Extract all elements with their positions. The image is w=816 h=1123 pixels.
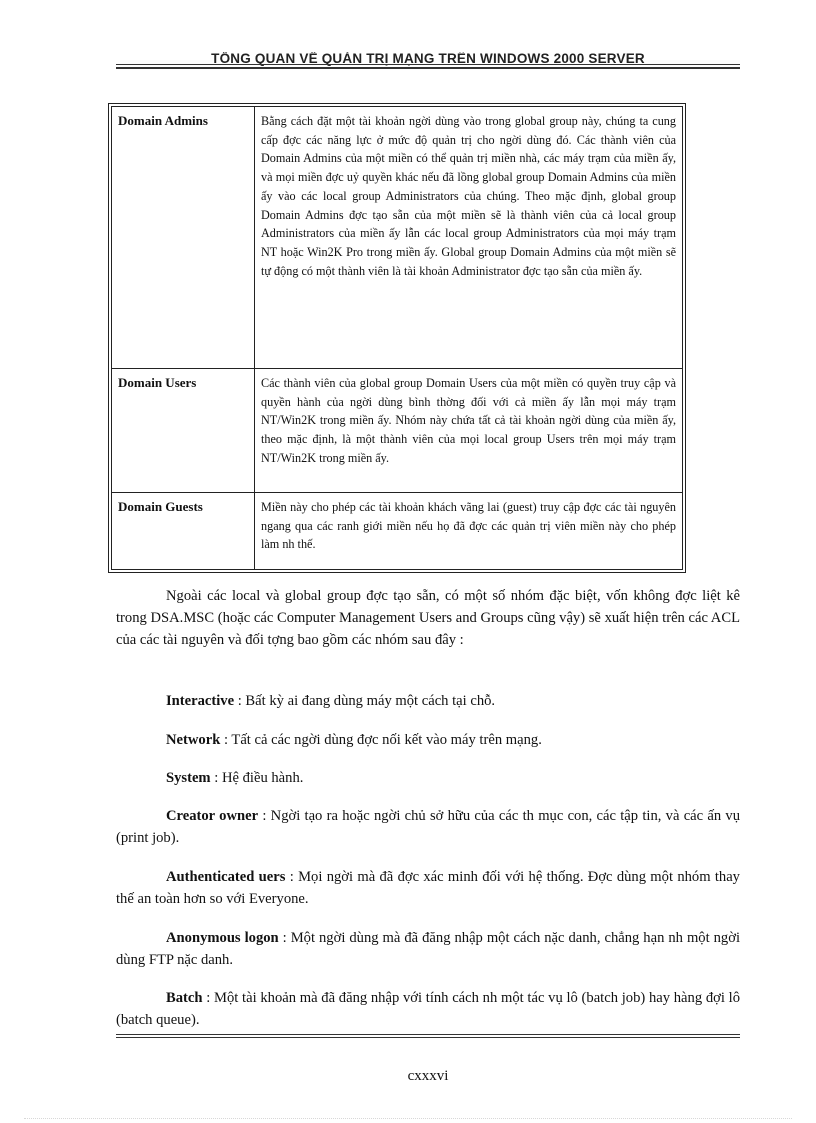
definition-term: Anonymous logon	[166, 930, 279, 946]
definition-text: : Tất cả các ngời dùng đợc nối kết vào máy trên mạng.	[220, 732, 542, 748]
running-header: TỔNG QUAN VỀ QUẢN TRỊ MẠNG TRÊN WINDOWS 2000 SERVER	[211, 52, 645, 66]
intro-paragraph: Ngoài các local và global group đợc tạo sẵn, có một số nhóm đặc biệt, vốn không đợc liệt kê trong DSA.MSC (hoặc các Computer Management Users and Groups cũng vậy) sẽ xuất hiện trên các ACL của các tài nguyên và đối tợng bao gồm các nhóm sau đây :	[116, 588, 740, 648]
table-row	[112, 369, 683, 493]
definition-term: System	[166, 770, 211, 786]
definition-text: : Một tài khoản mà đã đăng nhập với tính cách nh một tác vụ lô (batch job) hay hàng đợi lô (batch queue).	[116, 990, 740, 1028]
header-rule-thick	[116, 67, 740, 69]
definition-term: Creator owner	[166, 808, 259, 824]
header-rule	[116, 64, 740, 65]
group-name: Domain Guests	[112, 493, 255, 570]
group-name: Domain Users	[112, 369, 255, 493]
footer-rule-second	[116, 1037, 740, 1038]
group-description: Bằng cách đặt một tài khoản ngời dùng vào trong global group này, chúng ta cung cấp đợc các năng lực ở mức độ quản trị cho ngời dùng đó. Các thành viên của Domain Admins của một miền có thể quản trị miền nhà, các máy trạm của miền ấy, và mọi miền đợc uỷ quyền khác nếu đã lồng global group Domain Admins của miền ấy vào các local group Administrators của chúng. Theo mặc định, global group Domain Admins đợc tạo sẵn của một miền sẽ là thành viên của cả local group Administrators của miền ấy lẫn các local group Administrators của mọi máy trạm NT hoặc Win2K Pro trong miền ấy. Global group Domain Admins của một miền sẽ tự động có một thành viên là tài khoản Administrator đợc tạo sẵn của miền ấy.	[255, 107, 683, 369]
definition-text: : Hệ điều hành.	[210, 770, 304, 786]
definition-text: : Bất kỳ ai đang dùng máy một cách tại chỗ.	[234, 693, 496, 709]
group-name: Domain Admins	[112, 107, 255, 369]
definition-authenticated-users	[116, 866, 740, 910]
definition-anonymous-logon	[116, 927, 740, 971]
footer-rule	[116, 1034, 740, 1035]
page-edge-dots	[24, 1118, 792, 1119]
table-row	[112, 107, 683, 369]
page-number: cxxxvi	[407, 1068, 449, 1084]
definition-creator-owner	[116, 805, 740, 849]
definition-term: Interactive	[166, 693, 235, 709]
group-description: Các thành viên của global group Domain Users của một miền có quyền truy cập và quyền hành của ngời dùng bình thờng đối với cả miền ấy lẫn mọi máy trạm NT/Win2K trong miền ấy. Nhóm này chứa tất cả tài khoản ngời dùng của miền ấy, theo mặc định, là một thành viên của mọi local group Users trên mọi máy trạm NT/Win2K trong miền ấy.	[255, 369, 683, 493]
definition-term: Network	[166, 732, 221, 748]
definition-text: : Một ngời dùng mà đã đăng nhập một cách nặc danh, chẳng hạn nh một ngời dùng FTP nặc danh.	[116, 930, 741, 968]
groups-table-frame	[108, 103, 686, 573]
groups-table	[111, 106, 683, 570]
definition-term: Authenticated uers	[166, 869, 286, 885]
table-row	[112, 493, 683, 570]
definition-term: Batch	[166, 990, 203, 1006]
definition-text: : Mọi ngời mà đã đợc xác minh đối với hệ thống. Đợc dùng một nhóm thay thế an toàn hơn so với Everyone.	[116, 869, 740, 907]
definition-system	[116, 767, 740, 789]
definition-text: : Ngời tạo ra hoặc ngời chủ sở hữu của các th mục con, các tập tin, và các ấn vụ (print job).	[116, 808, 741, 846]
definition-network	[116, 729, 740, 751]
group-description: Miền này cho phép các tài khoản khách vãng lai (guest) truy cập đợc các tài nguyên ngang qua các ranh giới miền nếu họ đã đợc các quản trị viên miền này cho phép làm nh thế.	[255, 493, 683, 570]
definition-interactive	[116, 690, 740, 712]
definition-batch	[116, 987, 740, 1031]
